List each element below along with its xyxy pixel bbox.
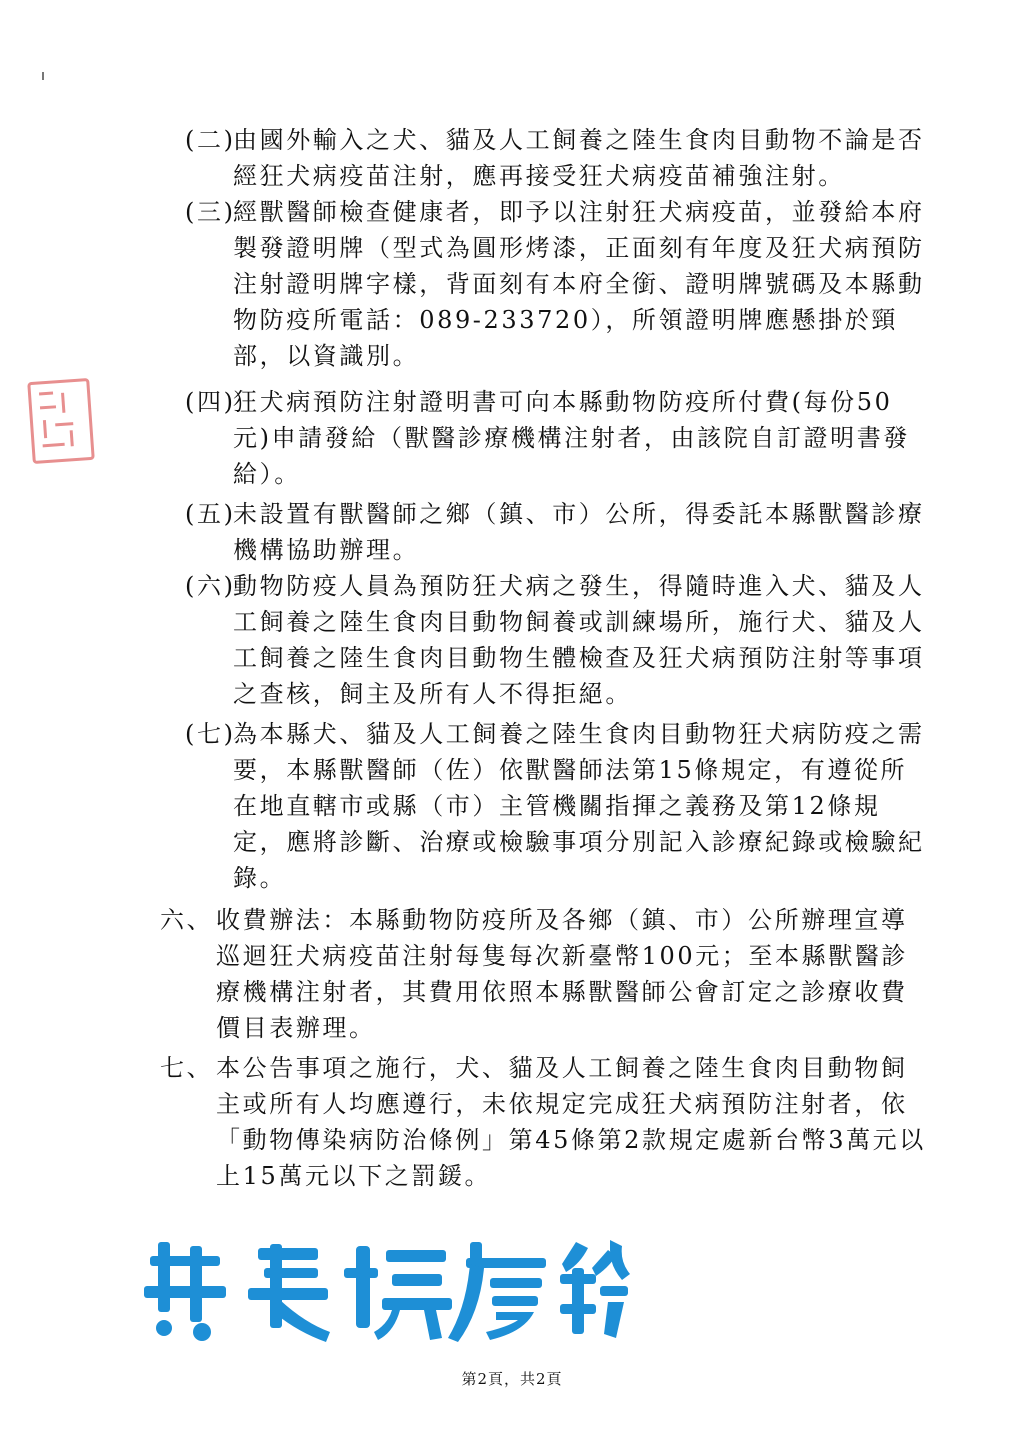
- sub-item-7: [185, 716, 927, 896]
- sub-item-5: [185, 496, 927, 568]
- sub-item-3: [185, 194, 927, 374]
- section-7: [160, 1050, 930, 1194]
- page-footer: 第2頁，共2頁: [461, 1370, 563, 1388]
- item-text: 動物防疫人員為預防狂犬病之發生，得隨時進入犬、貓及人工飼養之陸生食肉目動物飼養或訓練場所，施行犬、貓及人工飼養之陸生食肉目動物生體檢查及狂犬病預防注射等事項之查核，飼主及所有人不得拒絕。: [233, 572, 925, 708]
- item-marker: (二): [185, 126, 236, 154]
- item-text: 為本縣犬、貓及人工飼養之陸生食肉目動物狂犬病防疫之需要，本縣獸醫師（佐）依獸醫師法第15條規定，有遵從所在地直轄市或縣（市）主管機關指揮之義務及第12條規定，應將診斷、治療或檢驗事項分別記入診療紀錄或檢驗紀錄。: [233, 720, 925, 892]
- sub-item-6: [185, 568, 927, 712]
- section-marker: 七、: [160, 1054, 214, 1082]
- item-marker: (三): [185, 198, 236, 226]
- seal-stamp-icon: [27, 378, 95, 464]
- margin-mark: [42, 72, 44, 80]
- item-text: 未設置有獸醫師之鄉（鎮、市）公所，得委託本縣獸醫診療機構協助辦理。: [233, 500, 925, 564]
- section-text: 收費辦法：本縣動物防疫所及各鄉（鎮、市）公所辦理宣導巡迴狂犬病疫苗注射每隻每次新臺幣100元；至本縣獸醫診療機構注射者，其費用依照本縣獸醫師公會訂定之診療收費價目表辦理。: [216, 906, 909, 1042]
- item-text: 由國外輸入之犬、貓及人工飼養之陸生食肉目動物不論是否經狂犬病疫苗注射，應再接受狂犬病疫苗補強注射。: [233, 126, 925, 190]
- item-marker: (五): [185, 500, 236, 528]
- section-text: 本公告事項之施行，犬、貓及人工飼養之陸生食肉目動物飼主或所有人均應遵行，未依規定完成狂犬病預防注射者，依「動物傳染病防治條例」第45條第2款規定處新台幣3萬元以上15萬元以下之罰鍰。: [216, 1054, 926, 1190]
- sub-item-2: [185, 122, 927, 194]
- item-text: 狂犬病預防注射證明書可向本縣動物防疫所付費(每份50元)申請發給（獸醫診療機構注射者，由該院自訂證明書發給）。: [233, 388, 910, 488]
- item-text: 經獸醫師檢查健康者，即予以注射狂犬病疫苗，並發給本府製發證明牌（型式為圓形烤漆，正面刻有年度及狂犬病預防注射證明牌字樣，背面刻有本府全銜、證明牌號碼及本縣動物防疫所電話：089-233720），所領證明牌應懸掛於頸部，以資識別。: [233, 198, 925, 370]
- signature-image: [130, 1228, 630, 1348]
- item-marker: (四): [185, 388, 236, 416]
- section-marker: 六、: [160, 906, 214, 934]
- section-6: [160, 902, 930, 1046]
- item-marker: (七): [185, 720, 236, 748]
- sub-item-4: [185, 384, 927, 492]
- item-marker: (六): [185, 572, 236, 600]
